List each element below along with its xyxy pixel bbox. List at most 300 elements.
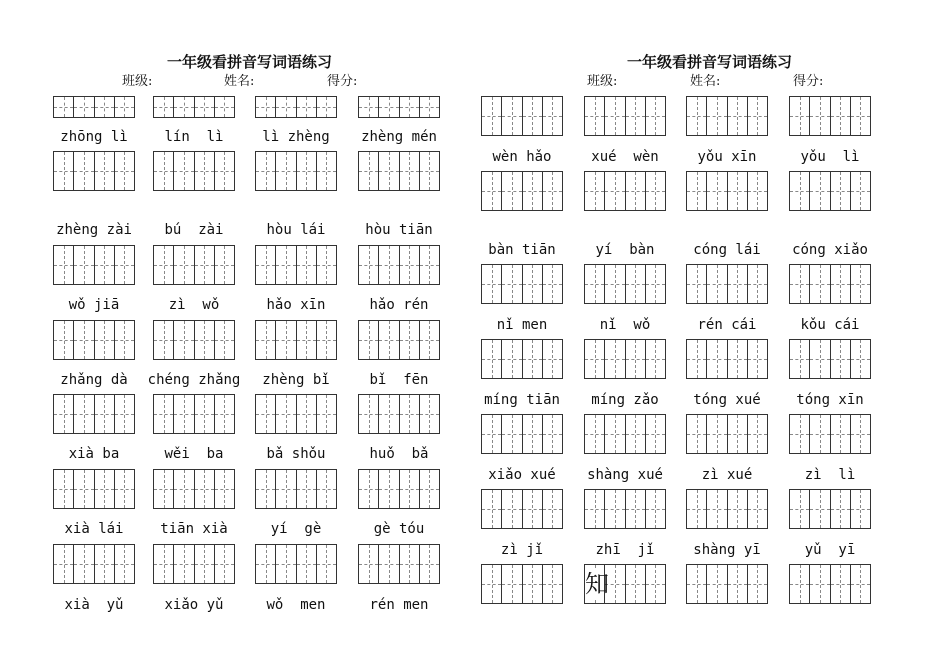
writing-cell[interactable] — [542, 172, 562, 210]
writing-cell[interactable] — [790, 340, 809, 378]
writing-cell[interactable] — [316, 152, 336, 190]
writing-cell[interactable] — [645, 415, 665, 453]
writing-cell[interactable] — [73, 395, 93, 433]
pinyin-prompt: hòu lái — [266, 222, 326, 238]
writing-cell[interactable] — [482, 415, 501, 453]
writing-cell[interactable] — [214, 152, 234, 190]
writing-grid-box[interactable] — [153, 469, 235, 509]
writing-cell[interactable] — [296, 321, 316, 359]
writing-grid-box[interactable] — [153, 320, 235, 360]
writing-grid-box[interactable] — [358, 544, 440, 584]
writing-cell[interactable] — [585, 340, 604, 378]
writing-cell[interactable] — [850, 415, 870, 453]
writing-cell[interactable] — [316, 545, 336, 583]
writing-cell[interactable] — [522, 340, 542, 378]
writing-grid-box[interactable] — [584, 264, 666, 304]
writing-grid-box[interactable] — [686, 564, 768, 604]
writing-grid-box[interactable] — [358, 245, 440, 285]
writing-cell[interactable] — [194, 152, 214, 190]
writing-cell[interactable] — [73, 545, 93, 583]
writing-cell[interactable] — [809, 565, 829, 603]
writing-grid-box[interactable] — [358, 320, 440, 360]
worksheet-title: 一年级看拼音写词语练习 — [627, 53, 793, 71]
writing-cell[interactable] — [419, 97, 439, 117]
writing-grid-box[interactable] — [358, 96, 440, 118]
writing-cell[interactable] — [214, 97, 234, 117]
writing-cell[interactable] — [542, 340, 562, 378]
writing-cell[interactable] — [173, 152, 193, 190]
writing-cell[interactable] — [850, 565, 870, 603]
writing-grid-box[interactable] — [584, 564, 666, 604]
writing-cell[interactable] — [482, 265, 501, 303]
writing-grid-box[interactable] — [153, 151, 235, 191]
writing-cell[interactable] — [154, 395, 173, 433]
writing-cell[interactable] — [747, 565, 767, 603]
writing-cell[interactable] — [359, 97, 378, 117]
writing-cell[interactable] — [501, 265, 521, 303]
writing-cell[interactable] — [645, 97, 665, 135]
writing-grid-box[interactable] — [255, 394, 337, 434]
writing-grid-box[interactable] — [686, 264, 768, 304]
writing-cell[interactable] — [214, 321, 234, 359]
writing-cell[interactable] — [850, 490, 870, 528]
writing-cell[interactable] — [194, 321, 214, 359]
writing-cell[interactable] — [214, 395, 234, 433]
writing-cell[interactable] — [54, 395, 73, 433]
writing-cell[interactable] — [645, 265, 665, 303]
writing-grid-box[interactable] — [255, 96, 337, 118]
writing-cell[interactable] — [727, 565, 747, 603]
writing-grid-box[interactable] — [153, 394, 235, 434]
writing-grid-box[interactable] — [358, 151, 440, 191]
writing-grid-box[interactable] — [686, 96, 768, 136]
writing-cell[interactable] — [54, 545, 73, 583]
writing-grid-box[interactable] — [584, 414, 666, 454]
writing-cell[interactable] — [790, 265, 809, 303]
writing-grid-box[interactable] — [789, 339, 871, 379]
writing-cell[interactable] — [687, 565, 706, 603]
writing-cell[interactable] — [687, 97, 706, 135]
writing-cell[interactable] — [54, 470, 73, 508]
pinyin-prompt: yí bàn — [595, 242, 655, 258]
writing-grid-box[interactable] — [584, 489, 666, 529]
writing-cell[interactable] — [399, 152, 419, 190]
pinyin-prompt: zhǎng dà — [60, 372, 128, 388]
writing-cell[interactable] — [114, 246, 134, 284]
writing-cell[interactable] — [94, 321, 114, 359]
writing-grid-box[interactable] — [686, 414, 768, 454]
worksheet-title: 一年级看拼音写词语练习 — [167, 53, 333, 71]
writing-grid-box[interactable] — [481, 489, 563, 529]
writing-cell[interactable] — [114, 321, 134, 359]
pinyin-prompt: yǔ yī — [804, 542, 856, 558]
writing-cell[interactable] — [399, 470, 419, 508]
writing-cell[interactable] — [73, 97, 93, 117]
writing-grid-box[interactable] — [53, 245, 135, 285]
writing-cell[interactable] — [378, 97, 398, 117]
writing-cell[interactable] — [809, 172, 829, 210]
writing-cell[interactable] — [173, 97, 193, 117]
writing-cell[interactable] — [687, 415, 706, 453]
writing-cell[interactable] — [173, 246, 193, 284]
writing-grid-box[interactable] — [255, 151, 337, 191]
writing-cell[interactable] — [73, 470, 93, 508]
writing-cell[interactable] — [73, 246, 93, 284]
writing-cell[interactable] — [645, 490, 665, 528]
writing-cell[interactable] — [604, 415, 624, 453]
pinyin-prompt: shàng xué — [587, 467, 663, 483]
writing-cell[interactable] — [173, 321, 193, 359]
writing-grid-box[interactable] — [358, 394, 440, 434]
writing-cell[interactable] — [501, 490, 521, 528]
writing-grid-box[interactable] — [255, 245, 337, 285]
writing-cell[interactable] — [316, 246, 336, 284]
writing-cell[interactable] — [604, 490, 624, 528]
writing-cell[interactable] — [399, 545, 419, 583]
writing-cell[interactable] — [850, 265, 870, 303]
writing-cell[interactable] — [256, 470, 275, 508]
writing-grid-box[interactable] — [53, 151, 135, 191]
writing-cell[interactable] — [275, 545, 295, 583]
writing-cell[interactable] — [419, 470, 439, 508]
pinyin-prompt: lì zhèng — [262, 129, 330, 145]
writing-cell[interactable] — [747, 97, 767, 135]
writing-cell[interactable] — [790, 172, 809, 210]
pinyin-prompt: bú zài — [164, 222, 224, 238]
writing-cell[interactable] — [706, 97, 726, 135]
writing-cell[interactable] — [585, 565, 609, 603]
writing-cell[interactable] — [173, 395, 193, 433]
writing-cell[interactable] — [399, 395, 419, 433]
writing-cell[interactable] — [790, 415, 809, 453]
writing-grid-box[interactable] — [358, 469, 440, 509]
writing-cell[interactable] — [747, 172, 767, 210]
writing-cell[interactable] — [585, 97, 604, 135]
writing-grid-box[interactable] — [481, 96, 563, 136]
writing-cell[interactable] — [687, 265, 706, 303]
writing-cell[interactable] — [625, 490, 645, 528]
writing-cell[interactable] — [727, 172, 747, 210]
writing-cell[interactable] — [501, 565, 521, 603]
writing-cell[interactable] — [604, 340, 624, 378]
writing-cell[interactable] — [809, 340, 829, 378]
writing-cell[interactable] — [256, 545, 275, 583]
writing-cell[interactable] — [604, 172, 624, 210]
writing-cell[interactable] — [850, 172, 870, 210]
writing-grid-box[interactable] — [686, 171, 768, 211]
writing-cell[interactable] — [585, 172, 604, 210]
writing-cell[interactable] — [830, 565, 850, 603]
writing-cell[interactable] — [214, 246, 234, 284]
writing-cell[interactable] — [173, 545, 193, 583]
writing-cell[interactable] — [256, 246, 275, 284]
writing-grid-box[interactable] — [481, 564, 563, 604]
writing-cell[interactable] — [399, 321, 419, 359]
writing-grid-box[interactable] — [789, 96, 871, 136]
writing-cell[interactable] — [645, 565, 665, 603]
writing-cell[interactable] — [73, 321, 93, 359]
writing-cell[interactable] — [419, 545, 439, 583]
pinyin-prompt: nǐ men — [496, 317, 548, 333]
writing-cell[interactable] — [214, 470, 234, 508]
writing-cell[interactable] — [522, 172, 542, 210]
writing-cell[interactable] — [296, 152, 316, 190]
writing-cell[interactable] — [256, 321, 275, 359]
writing-grid-box[interactable] — [481, 339, 563, 379]
writing-cell[interactable] — [378, 246, 398, 284]
writing-cell[interactable] — [625, 172, 645, 210]
writing-cell[interactable] — [585, 265, 604, 303]
pinyin-prompt: shàng yī — [693, 542, 761, 558]
writing-cell[interactable] — [54, 246, 73, 284]
pinyin-prompt: hòu tiān — [365, 222, 433, 238]
writing-grid-box[interactable] — [789, 564, 871, 604]
writing-cell[interactable] — [296, 395, 316, 433]
writing-cell[interactable] — [378, 470, 398, 508]
writing-cell[interactable] — [706, 340, 726, 378]
writing-cell[interactable] — [275, 152, 295, 190]
writing-cell[interactable] — [419, 152, 439, 190]
writing-grid-box[interactable] — [584, 96, 666, 136]
writing-grid-box[interactable] — [789, 489, 871, 529]
writing-cell[interactable] — [316, 321, 336, 359]
writing-cell[interactable] — [687, 490, 706, 528]
writing-grid-box[interactable] — [686, 489, 768, 529]
writing-cell[interactable] — [173, 470, 193, 508]
writing-cell[interactable] — [482, 97, 501, 135]
writing-cell[interactable] — [706, 172, 726, 210]
writing-cell[interactable] — [830, 265, 850, 303]
writing-cell[interactable] — [482, 340, 501, 378]
writing-grid-box[interactable] — [255, 544, 337, 584]
pinyin-prompt: bǎ shǒu — [266, 446, 326, 462]
writing-grid-box[interactable] — [53, 544, 135, 584]
writing-cell[interactable] — [154, 97, 173, 117]
writing-cell[interactable] — [316, 470, 336, 508]
writing-cell[interactable] — [154, 246, 173, 284]
writing-grid-box[interactable] — [789, 264, 871, 304]
writing-cell[interactable] — [275, 395, 295, 433]
writing-cell[interactable] — [727, 340, 747, 378]
writing-cell[interactable] — [194, 545, 214, 583]
writing-cell[interactable] — [296, 97, 316, 117]
writing-cell[interactable] — [359, 395, 378, 433]
writing-cell[interactable] — [830, 490, 850, 528]
writing-cell[interactable] — [809, 490, 829, 528]
writing-cell[interactable] — [194, 470, 214, 508]
writing-cell[interactable] — [542, 265, 562, 303]
writing-grid-box[interactable] — [53, 320, 135, 360]
writing-cell[interactable] — [73, 152, 93, 190]
writing-cell[interactable] — [256, 395, 275, 433]
writing-cell[interactable] — [54, 152, 73, 190]
writing-cell[interactable] — [585, 415, 604, 453]
writing-cell[interactable] — [604, 265, 624, 303]
writing-cell[interactable] — [296, 246, 316, 284]
writing-cell[interactable] — [687, 172, 706, 210]
writing-cell[interactable] — [585, 490, 604, 528]
writing-cell[interactable] — [850, 97, 870, 135]
writing-cell[interactable] — [625, 265, 645, 303]
writing-cell[interactable] — [625, 415, 645, 453]
writing-cell[interactable] — [625, 97, 645, 135]
writing-cell[interactable] — [399, 97, 419, 117]
writing-cell[interactable] — [296, 545, 316, 583]
writing-cell[interactable] — [542, 565, 562, 603]
writing-cell[interactable] — [727, 265, 747, 303]
writing-grid-box[interactable] — [153, 96, 235, 118]
writing-cell[interactable] — [501, 97, 521, 135]
writing-cell[interactable] — [542, 490, 562, 528]
writing-cell[interactable] — [359, 246, 378, 284]
writing-cell[interactable] — [522, 97, 542, 135]
writing-cell[interactable] — [359, 152, 378, 190]
writing-cell[interactable] — [830, 97, 850, 135]
writing-cell[interactable] — [522, 265, 542, 303]
writing-cell[interactable] — [94, 152, 114, 190]
writing-cell[interactable] — [359, 470, 378, 508]
writing-cell[interactable] — [114, 545, 134, 583]
writing-cell[interactable] — [154, 470, 173, 508]
writing-cell[interactable] — [296, 470, 316, 508]
writing-cell[interactable] — [114, 152, 134, 190]
writing-cell[interactable] — [645, 172, 665, 210]
writing-grid-box[interactable] — [789, 171, 871, 211]
writing-cell[interactable] — [94, 395, 114, 433]
writing-grid-box[interactable] — [481, 264, 563, 304]
writing-cell[interactable] — [850, 340, 870, 378]
writing-grid-box[interactable] — [584, 171, 666, 211]
writing-cell[interactable] — [809, 97, 829, 135]
writing-cell[interactable] — [94, 470, 114, 508]
writing-cell[interactable] — [419, 321, 439, 359]
writing-cell[interactable] — [604, 97, 624, 135]
writing-cell[interactable] — [482, 565, 501, 603]
writing-cell[interactable] — [482, 490, 501, 528]
writing-cell[interactable] — [316, 395, 336, 433]
writing-cell[interactable] — [727, 415, 747, 453]
writing-cell[interactable] — [399, 246, 419, 284]
writing-cell[interactable] — [114, 97, 134, 117]
writing-grid-box[interactable] — [789, 414, 871, 454]
writing-cell[interactable] — [114, 395, 134, 433]
writing-cell[interactable] — [625, 565, 645, 603]
writing-cell[interactable] — [378, 395, 398, 433]
writing-cell[interactable] — [378, 321, 398, 359]
writing-cell[interactable] — [482, 172, 501, 210]
writing-cell[interactable] — [54, 321, 73, 359]
writing-cell[interactable] — [214, 545, 234, 583]
writing-cell[interactable] — [790, 97, 809, 135]
writing-cell[interactable] — [275, 97, 295, 117]
writing-cell[interactable] — [154, 152, 173, 190]
writing-grid-box[interactable] — [153, 544, 235, 584]
writing-cell[interactable] — [809, 265, 829, 303]
writing-cell[interactable] — [706, 490, 726, 528]
writing-cell[interactable] — [542, 415, 562, 453]
pinyin-prompt: wèn hǎo — [492, 149, 552, 165]
writing-cell[interactable] — [727, 97, 747, 135]
writing-cell[interactable] — [522, 565, 542, 603]
writing-grid-box[interactable] — [686, 339, 768, 379]
writing-cell[interactable] — [830, 415, 850, 453]
writing-grid-box[interactable] — [255, 320, 337, 360]
writing-cell[interactable] — [419, 395, 439, 433]
writing-grid-box[interactable] — [481, 414, 563, 454]
pinyin-prompt: hǎo xīn — [266, 297, 326, 313]
writing-cell[interactable] — [194, 395, 214, 433]
writing-cell[interactable] — [194, 97, 214, 117]
pinyin-prompt: cóng lái — [693, 242, 761, 258]
writing-cell[interactable] — [378, 545, 398, 583]
writing-cell[interactable] — [501, 340, 521, 378]
writing-cell[interactable] — [194, 246, 214, 284]
writing-cell[interactable] — [522, 415, 542, 453]
writing-cell[interactable] — [747, 415, 767, 453]
writing-grid-box[interactable] — [53, 96, 135, 118]
writing-grid-box[interactable] — [255, 469, 337, 509]
writing-cell[interactable] — [625, 340, 645, 378]
writing-cell[interactable] — [645, 340, 665, 378]
writing-cell[interactable] — [830, 340, 850, 378]
writing-cell[interactable] — [94, 97, 114, 117]
pinyin-prompt: xiǎo yǔ — [164, 597, 224, 613]
pinyin-prompt: gè tóu — [373, 521, 425, 537]
writing-cell[interactable] — [256, 152, 275, 190]
writing-grid-box[interactable] — [584, 339, 666, 379]
writing-grid-box[interactable] — [53, 469, 135, 509]
writing-cell[interactable] — [687, 340, 706, 378]
writing-cell[interactable] — [256, 97, 275, 117]
writing-cell[interactable] — [790, 490, 809, 528]
writing-cell[interactable] — [378, 152, 398, 190]
writing-cell[interactable] — [316, 97, 336, 117]
writing-cell[interactable] — [114, 470, 134, 508]
writing-cell[interactable] — [419, 246, 439, 284]
writing-grid-box[interactable] — [153, 245, 235, 285]
pinyin-prompt: zhōng lì — [60, 129, 128, 145]
writing-cell[interactable] — [275, 246, 295, 284]
writing-cell[interactable] — [54, 97, 73, 117]
writing-cell[interactable] — [359, 321, 378, 359]
writing-cell[interactable] — [706, 265, 726, 303]
writing-cell[interactable] — [830, 172, 850, 210]
writing-cell[interactable] — [542, 97, 562, 135]
writing-cell[interactable] — [747, 490, 767, 528]
class-label: 班级: — [587, 74, 618, 89]
writing-cell[interactable] — [501, 415, 521, 453]
writing-cell[interactable] — [809, 415, 829, 453]
writing-cell[interactable] — [94, 246, 114, 284]
writing-cell[interactable] — [747, 265, 767, 303]
writing-cell[interactable] — [747, 340, 767, 378]
writing-grid-box[interactable] — [481, 171, 563, 211]
writing-cell[interactable] — [727, 490, 747, 528]
writing-grid-box[interactable] — [53, 394, 135, 434]
writing-cell[interactable] — [706, 415, 726, 453]
writing-cell[interactable] — [706, 565, 726, 603]
writing-cell[interactable] — [522, 490, 542, 528]
writing-cell[interactable] — [790, 565, 809, 603]
writing-cell[interactable] — [359, 545, 378, 583]
writing-cell[interactable] — [154, 321, 173, 359]
writing-cell[interactable] — [275, 321, 295, 359]
writing-cell[interactable] — [275, 470, 295, 508]
writing-cell[interactable] — [501, 172, 521, 210]
writing-cell[interactable] — [154, 545, 173, 583]
writing-cell[interactable] — [94, 545, 114, 583]
pinyin-prompt: xué wèn — [591, 149, 659, 165]
